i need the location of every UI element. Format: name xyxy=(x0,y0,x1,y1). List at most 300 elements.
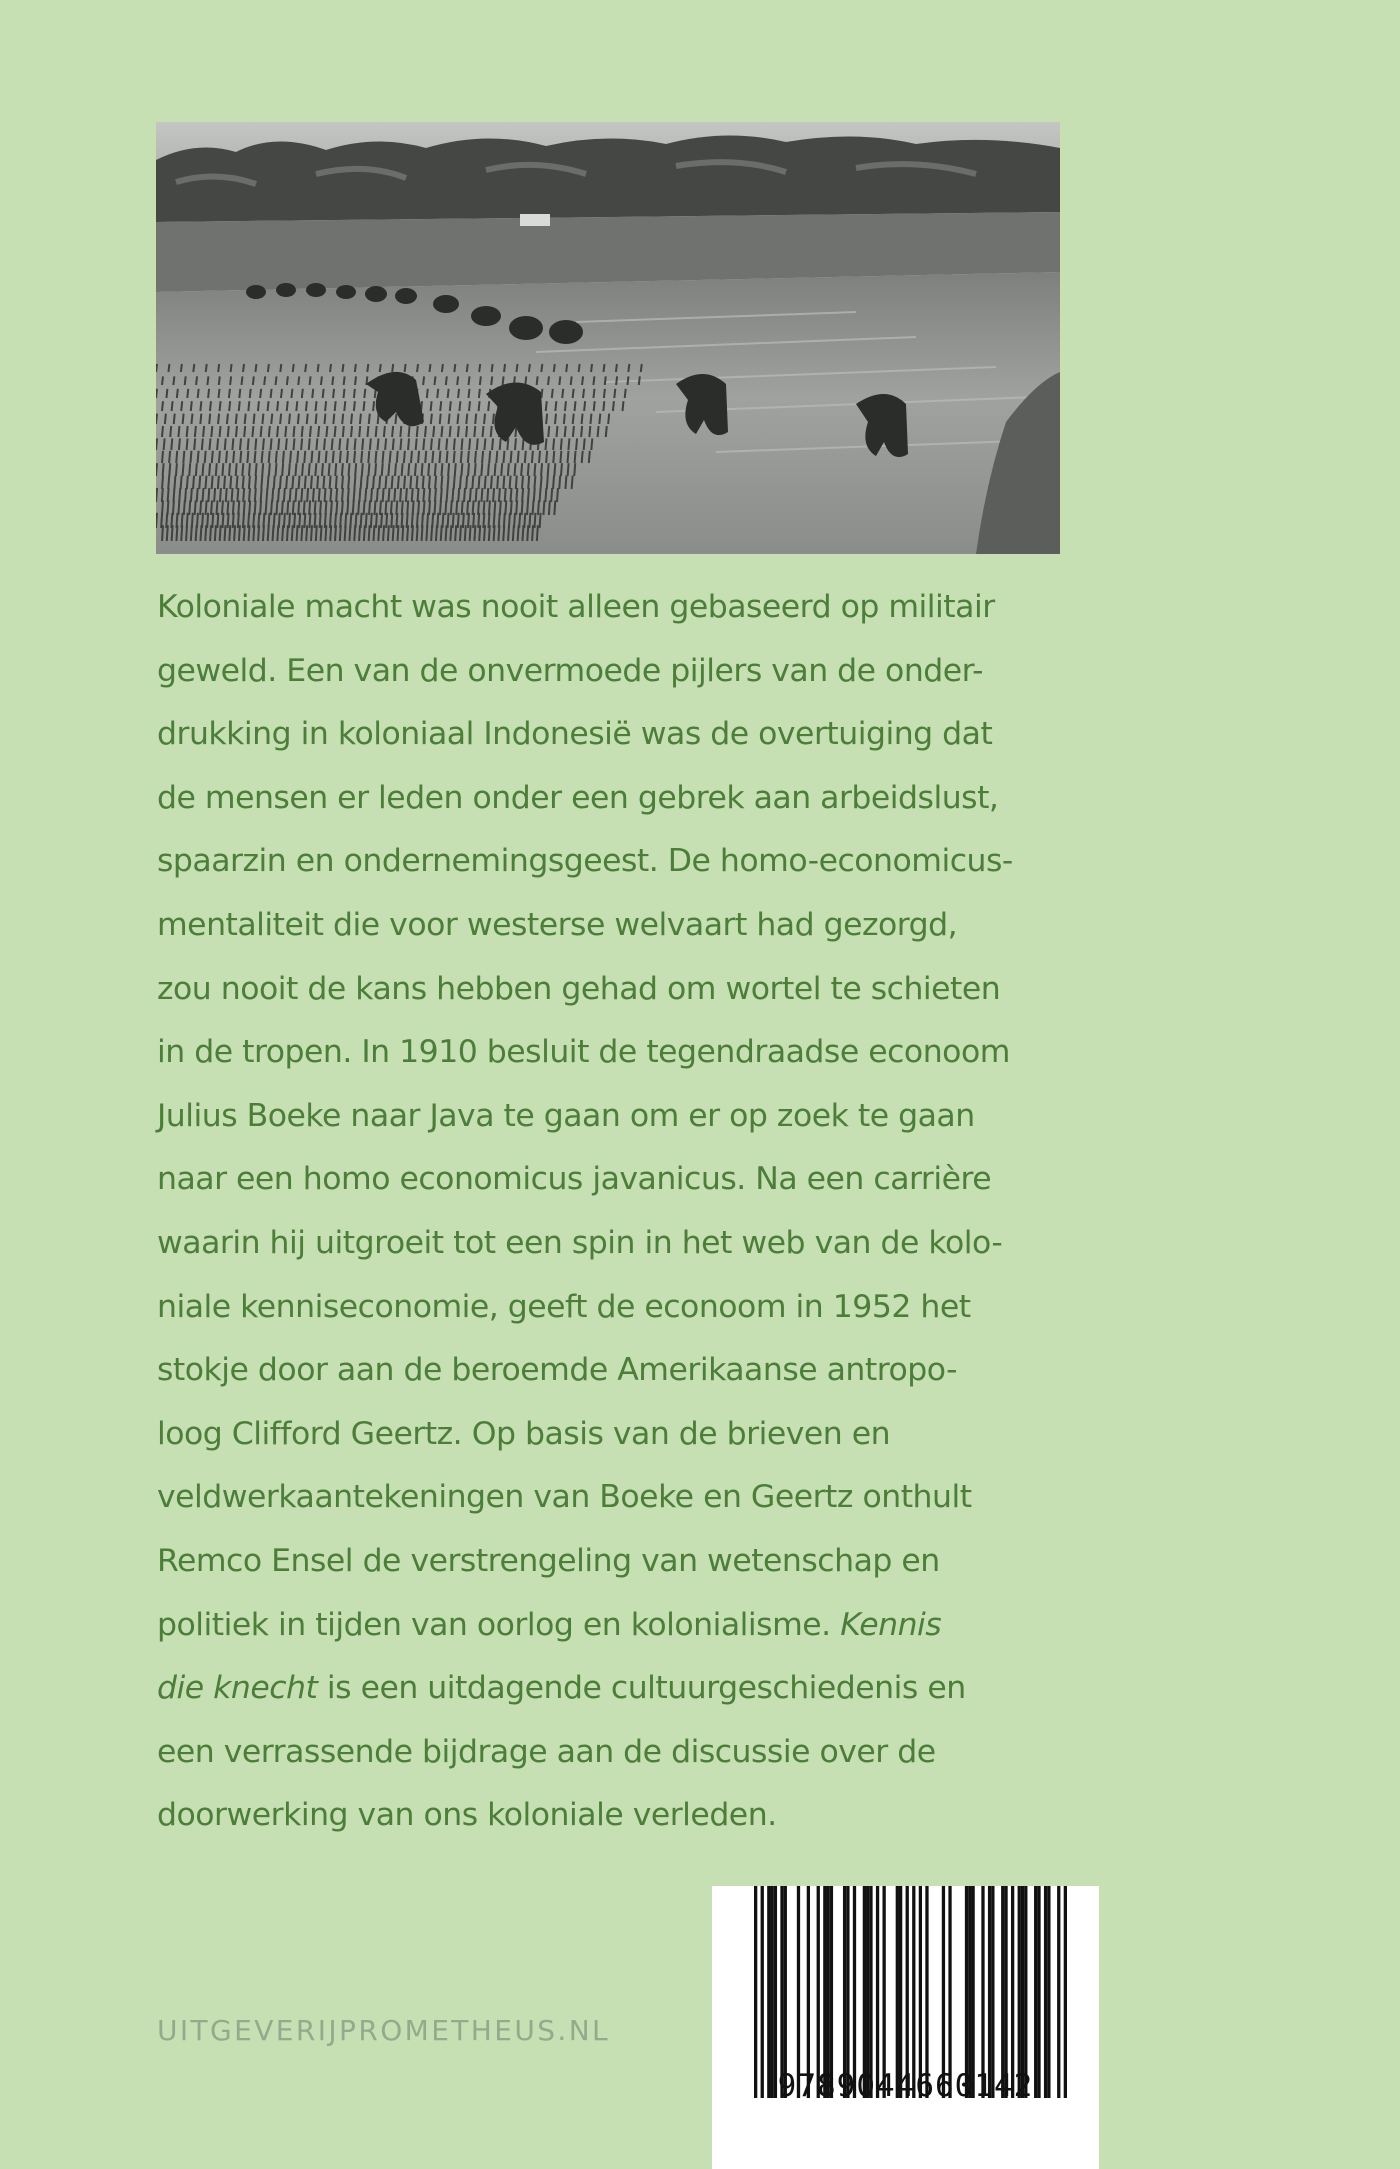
seedling xyxy=(466,414,467,424)
treeline xyxy=(156,135,1060,222)
seedling xyxy=(518,451,519,463)
blurb-line xyxy=(157,1657,1117,1721)
seedling xyxy=(465,525,466,541)
seedling xyxy=(488,463,489,476)
seedling xyxy=(489,451,490,463)
seedling xyxy=(205,451,206,463)
seedling xyxy=(260,500,261,515)
seedling xyxy=(475,414,476,424)
seedling xyxy=(336,476,337,489)
seedling xyxy=(376,513,377,528)
blurb-line xyxy=(157,1594,1117,1658)
seedling xyxy=(261,426,262,437)
seedling xyxy=(369,525,370,541)
seedling xyxy=(547,476,548,489)
seedling xyxy=(173,500,174,515)
seedling xyxy=(162,488,163,502)
book-title-italic: Kennis xyxy=(840,1606,942,1643)
seedling xyxy=(220,426,221,437)
seedling xyxy=(362,438,363,450)
seedling xyxy=(336,500,337,515)
seedling xyxy=(315,463,316,476)
seedling xyxy=(173,488,174,502)
seedling xyxy=(503,451,504,463)
seedling xyxy=(541,364,542,372)
seedling xyxy=(359,525,360,541)
seedling xyxy=(268,364,269,372)
seedling xyxy=(187,438,188,450)
seedling xyxy=(287,401,288,411)
seedling xyxy=(410,476,411,489)
seedling xyxy=(181,476,182,489)
seedling xyxy=(162,426,163,437)
seedling xyxy=(409,426,410,437)
seedling xyxy=(239,525,240,541)
seedling xyxy=(219,451,220,463)
seedling xyxy=(277,525,278,541)
seedling xyxy=(608,414,609,424)
seedling xyxy=(278,488,279,502)
seedling xyxy=(238,513,239,528)
seedling xyxy=(322,463,323,476)
seedling xyxy=(236,414,237,424)
seedling xyxy=(552,389,553,398)
flooded-field xyxy=(156,272,1060,554)
seedling xyxy=(210,401,211,411)
barcode-bar xyxy=(754,1886,757,2098)
seedling xyxy=(272,488,273,502)
seedling xyxy=(212,476,213,489)
seedling xyxy=(589,451,590,463)
seedling xyxy=(423,476,424,489)
seedling xyxy=(220,525,221,541)
seedling xyxy=(429,364,430,372)
barcode-bar xyxy=(1047,1886,1050,2098)
seedling xyxy=(302,389,303,398)
seedling xyxy=(377,438,378,450)
seedling xyxy=(287,500,288,515)
seedling xyxy=(321,525,322,541)
seedling xyxy=(392,426,393,437)
seedling xyxy=(258,401,259,411)
seedling xyxy=(605,376,606,385)
seedling xyxy=(494,525,495,541)
seedling xyxy=(427,389,428,398)
seedling xyxy=(218,414,219,424)
seedling xyxy=(263,438,264,450)
seedling xyxy=(557,488,558,502)
seedling xyxy=(560,451,561,463)
seedling xyxy=(305,476,306,489)
seedling xyxy=(454,364,455,372)
seedling xyxy=(321,376,322,385)
seedling xyxy=(446,376,447,385)
seedling xyxy=(380,500,381,515)
seedling xyxy=(402,463,403,476)
seedling xyxy=(400,488,401,502)
seedling xyxy=(318,364,319,372)
seedling xyxy=(364,525,365,541)
seedling xyxy=(395,414,396,424)
seedling xyxy=(433,426,434,437)
seedling xyxy=(466,426,467,437)
blurb-line: de mensen er leden onder een gebrek aan arbeidslust, xyxy=(157,779,999,816)
seedling xyxy=(579,364,580,372)
seedling xyxy=(407,525,408,541)
seedling xyxy=(362,463,363,476)
seedling xyxy=(325,488,326,502)
seedling xyxy=(582,414,583,424)
seedling xyxy=(162,476,163,489)
seedling xyxy=(391,513,392,528)
seedling xyxy=(226,451,227,463)
seedling xyxy=(348,488,349,502)
seedling xyxy=(522,488,523,502)
seedling xyxy=(553,476,554,489)
seedling xyxy=(370,438,371,450)
seedling xyxy=(368,451,369,463)
seedling xyxy=(359,426,360,437)
seedling xyxy=(481,463,482,476)
seedling xyxy=(217,438,218,450)
barcode-bar xyxy=(899,1886,902,2098)
seedling xyxy=(388,525,389,541)
seedling xyxy=(456,500,457,515)
seedling xyxy=(393,525,394,541)
barcode-bar xyxy=(1057,1886,1060,2098)
seedling xyxy=(241,376,242,385)
seedling xyxy=(432,451,433,463)
seedling xyxy=(276,500,277,515)
seedling xyxy=(424,500,425,515)
seedling xyxy=(525,451,526,463)
seedling xyxy=(457,414,458,424)
seedling xyxy=(434,376,435,385)
seedling xyxy=(220,488,221,502)
seedling xyxy=(496,451,497,463)
seedling xyxy=(534,463,535,476)
seedling xyxy=(225,438,226,450)
seedling xyxy=(491,476,492,489)
seedling xyxy=(353,500,354,515)
seedling xyxy=(545,488,546,502)
seedling xyxy=(533,500,534,515)
seedling xyxy=(220,401,221,411)
seedling xyxy=(559,376,560,385)
seedling xyxy=(581,426,582,437)
seedling xyxy=(200,525,201,541)
seedling xyxy=(515,438,516,450)
seedling xyxy=(330,525,331,541)
seedling xyxy=(395,463,396,476)
seedling xyxy=(255,488,256,502)
seedling xyxy=(178,426,179,437)
seedling xyxy=(222,513,223,528)
blurb-line: geweld. Een van de onvermoede pijlers van de onder- xyxy=(157,652,983,689)
seedling xyxy=(538,500,539,515)
seedling xyxy=(355,463,356,476)
seedling xyxy=(212,513,213,528)
seedling xyxy=(565,476,566,489)
seedling xyxy=(309,463,310,476)
seedling xyxy=(284,488,285,502)
seedling xyxy=(458,426,459,437)
seedling xyxy=(556,426,557,437)
seedling xyxy=(503,376,504,385)
seedling xyxy=(302,426,303,437)
seedling xyxy=(339,438,340,450)
seedling xyxy=(405,364,406,372)
seedling xyxy=(553,438,554,450)
seedling xyxy=(385,476,386,489)
seedling xyxy=(584,438,585,450)
seedling xyxy=(319,488,320,502)
seedling xyxy=(527,525,528,541)
blurb-line: naar een homo economicus javanicus. Na een carrière xyxy=(157,1161,992,1198)
seedling xyxy=(518,525,519,541)
seedling xyxy=(513,525,514,541)
barcode-bar xyxy=(919,1886,922,2098)
seedling xyxy=(156,438,157,450)
seedling xyxy=(247,451,248,463)
seedling xyxy=(534,476,535,489)
seedling xyxy=(397,525,398,541)
seedling xyxy=(616,376,617,385)
seedling xyxy=(446,525,447,541)
seedling xyxy=(295,488,296,502)
seedling xyxy=(441,525,442,541)
seedling xyxy=(528,488,529,502)
seedling xyxy=(522,476,523,489)
seedling xyxy=(343,389,344,398)
seedling xyxy=(548,463,549,476)
seedling xyxy=(393,438,394,450)
seedling xyxy=(156,488,157,502)
seedling xyxy=(236,476,237,489)
seedling xyxy=(324,414,325,424)
seedling xyxy=(366,513,367,528)
seedling xyxy=(355,364,356,372)
barcode-bar xyxy=(797,1886,800,2098)
seedling xyxy=(269,451,270,463)
seedling xyxy=(523,438,524,450)
seedling xyxy=(224,476,225,489)
seedling xyxy=(371,488,372,502)
seedling xyxy=(271,500,272,515)
seedling xyxy=(318,451,319,463)
seedling xyxy=(598,426,599,437)
seedling xyxy=(591,364,592,372)
seedling xyxy=(461,438,462,450)
barcode-bar xyxy=(846,1886,849,2098)
seedling xyxy=(381,513,382,528)
seedling xyxy=(347,451,348,463)
seedling xyxy=(252,426,253,437)
seedling xyxy=(351,414,352,424)
seedling xyxy=(373,476,374,489)
seedling xyxy=(367,426,368,437)
seedling xyxy=(514,463,515,476)
seedling xyxy=(262,451,263,463)
seedling xyxy=(469,376,470,385)
seedling xyxy=(472,476,473,489)
seedling xyxy=(340,451,341,463)
seedling xyxy=(190,451,191,463)
seedling xyxy=(344,376,345,385)
seedling xyxy=(298,500,299,515)
seedling xyxy=(342,463,343,476)
seedling xyxy=(162,525,163,541)
seedling xyxy=(199,476,200,489)
barcode-bar xyxy=(770,1886,773,2098)
seedling xyxy=(185,488,186,502)
seedling xyxy=(332,376,333,385)
seedling xyxy=(511,500,512,515)
seedling xyxy=(492,438,493,450)
seedling xyxy=(189,500,190,515)
seedling xyxy=(170,426,171,437)
seedling xyxy=(435,463,436,476)
seedling xyxy=(202,488,203,502)
seedling xyxy=(548,376,549,385)
seedling xyxy=(394,488,395,502)
seedling xyxy=(301,438,302,450)
seedling xyxy=(330,364,331,372)
seedling xyxy=(229,463,230,476)
seedling xyxy=(239,389,240,398)
seedling xyxy=(243,364,244,372)
seedling xyxy=(375,451,376,463)
seedling xyxy=(435,476,436,489)
seedling xyxy=(468,513,469,528)
seedling xyxy=(318,426,319,437)
seedling xyxy=(380,364,381,372)
seedling xyxy=(255,364,256,372)
seedling xyxy=(423,488,424,502)
seedling xyxy=(326,426,327,437)
seedling xyxy=(426,525,427,541)
seedling xyxy=(364,389,365,398)
seedling xyxy=(232,438,233,450)
seedling xyxy=(572,476,573,489)
seedling xyxy=(545,438,546,450)
seedling xyxy=(382,463,383,476)
seedling xyxy=(298,414,299,424)
seedling xyxy=(236,426,237,437)
seedling xyxy=(230,376,231,385)
seedling xyxy=(503,476,504,489)
seedling xyxy=(299,513,300,528)
seedling xyxy=(156,463,157,476)
seedling xyxy=(333,414,334,424)
seedling xyxy=(479,476,480,489)
seedling xyxy=(475,451,476,463)
seedling xyxy=(254,451,255,463)
seedling xyxy=(573,389,574,398)
seedling xyxy=(211,426,212,437)
seedling xyxy=(504,364,505,372)
seedling xyxy=(554,463,555,476)
seedling xyxy=(383,525,384,541)
seedling xyxy=(606,426,607,437)
seedling xyxy=(260,389,261,398)
seedling xyxy=(306,525,307,541)
seedling xyxy=(268,525,269,541)
seedling xyxy=(316,414,317,424)
seedling xyxy=(248,438,249,450)
isbn-number: 9789044660142 xyxy=(777,2068,1034,2104)
seedling xyxy=(500,438,501,450)
seedling xyxy=(371,513,372,528)
seedling xyxy=(233,513,234,528)
seedling xyxy=(445,500,446,515)
seedling xyxy=(562,389,563,398)
seedling xyxy=(549,500,550,515)
seedling xyxy=(316,438,317,450)
seedling xyxy=(627,376,628,385)
seedling xyxy=(484,414,485,424)
seedling xyxy=(373,401,374,411)
seedling xyxy=(191,414,192,424)
seedling xyxy=(436,525,437,541)
seedling xyxy=(185,376,186,385)
seedling xyxy=(516,500,517,515)
seedling xyxy=(216,500,217,515)
barcode-bar xyxy=(876,1886,879,2098)
seedling xyxy=(164,438,165,450)
seedling xyxy=(475,463,476,476)
seedling xyxy=(310,376,311,385)
seedling xyxy=(202,438,203,450)
seedling xyxy=(628,364,629,372)
seedling xyxy=(582,376,583,385)
seedling xyxy=(197,488,198,502)
seedling xyxy=(367,476,368,489)
seedling xyxy=(289,463,290,476)
seedling xyxy=(250,389,251,398)
seedling xyxy=(534,513,535,528)
seedling xyxy=(594,401,595,411)
seedling xyxy=(264,376,265,385)
barcode-bar xyxy=(1034,1886,1037,2098)
seedling xyxy=(386,513,387,528)
seedling xyxy=(156,364,157,372)
barcode-bar xyxy=(971,1886,974,2098)
seedling xyxy=(528,476,529,489)
seedling xyxy=(301,488,302,502)
seedling xyxy=(305,364,306,372)
seedling xyxy=(342,364,343,372)
seedling xyxy=(268,476,269,489)
seedling xyxy=(193,476,194,489)
seedling xyxy=(351,426,352,437)
seedling xyxy=(511,451,512,463)
barcode-bar xyxy=(991,1886,994,2098)
barcode-bar xyxy=(767,1886,770,2098)
seedling xyxy=(347,500,348,515)
seedling xyxy=(200,401,201,411)
seedling xyxy=(335,525,336,541)
seedling xyxy=(411,451,412,463)
seedling xyxy=(441,476,442,489)
seedling xyxy=(208,488,209,502)
seedling xyxy=(172,401,173,411)
seedling xyxy=(335,463,336,476)
barcode-bar xyxy=(882,1886,885,2098)
seedling xyxy=(281,389,282,398)
seedling xyxy=(224,525,225,541)
seedling xyxy=(307,488,308,502)
